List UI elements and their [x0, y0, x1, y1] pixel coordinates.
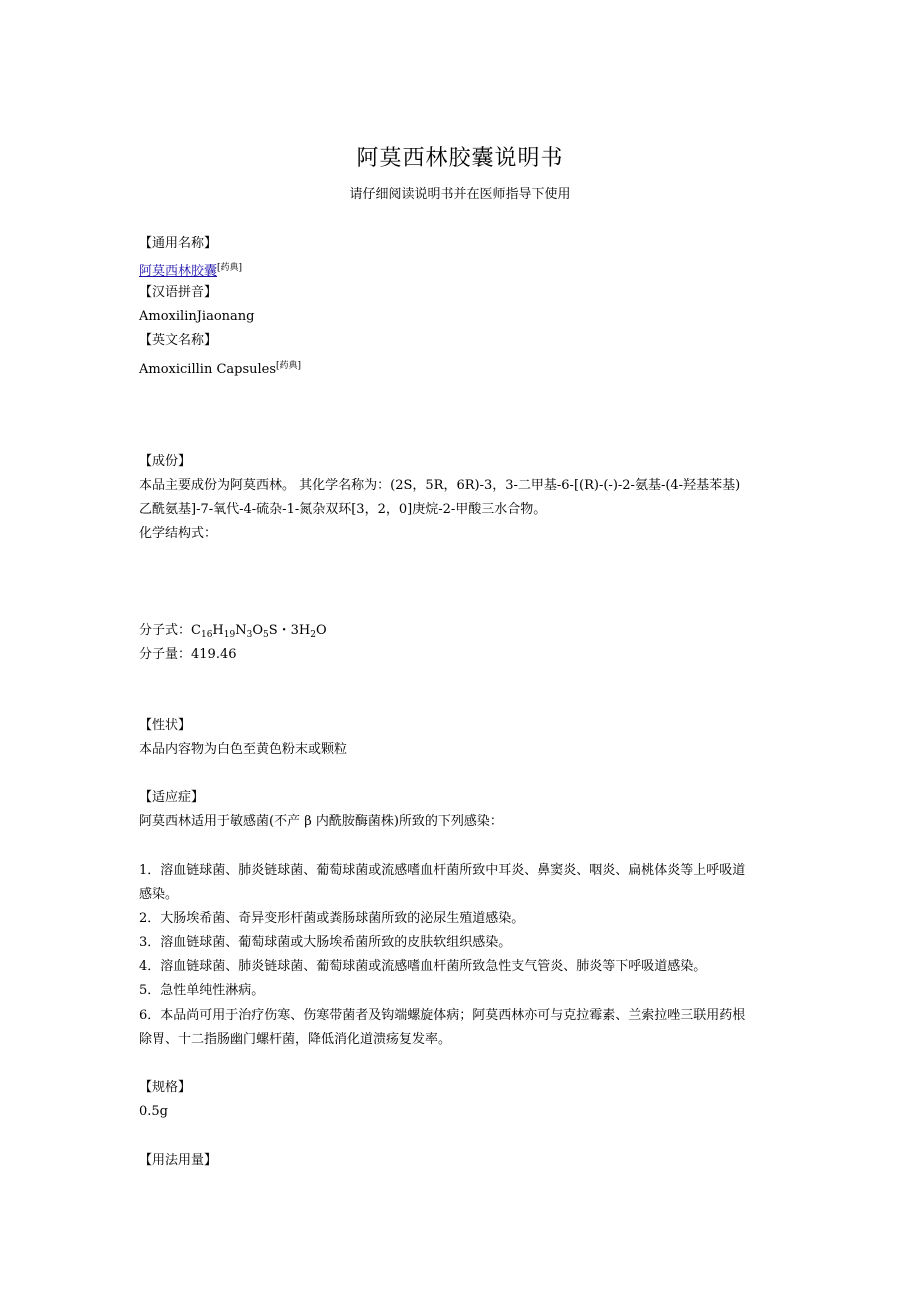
- dosage-heading: 【用法用量】: [139, 1153, 218, 1168]
- english-name-value: Amoxicillin Capsules: [139, 362, 277, 377]
- indication-item: 感染。: [139, 887, 179, 902]
- indication-item: 2．大肠埃希菌、奇异变形杆菌或粪肠球菌所致的泌尿生殖道感染。: [139, 911, 525, 926]
- english-name-heading: 【英文名称】: [139, 333, 218, 348]
- ingredients-heading: 【成份】: [139, 454, 192, 469]
- specification-heading: 【规格】: [139, 1080, 192, 1095]
- formula-h-count: 19: [223, 630, 236, 640]
- formula-s-water: S・3H: [268, 623, 311, 638]
- english-name-row: [139, 354, 789, 382]
- generic-name-heading: 【通用名称】: [139, 236, 218, 251]
- indication-item: 除胃、十二指肠幽门螺杆菌，降低消化道溃疡复发率。: [139, 1032, 452, 1047]
- pinyin-heading: 【汉语拼音】: [139, 285, 218, 300]
- description-text: 本品内容物为白色至黄色粉末或颗粒: [139, 742, 348, 757]
- indication-item: 5．急性单纯性淋病。: [139, 983, 265, 998]
- formula-h: H: [212, 623, 224, 638]
- indication-item: 3．溶血链球菌、葡萄球菌或大肠埃希菌所致的皮肤软组织感染。: [139, 935, 512, 950]
- formula-o-count: 5: [263, 630, 269, 640]
- indication-item: 1．溶血链球菌、肺炎链球菌、葡萄球菌或流感嗜血杆菌所致中耳炎、鼻窦炎、咽炎、扁桃体炎等上呼吸道: [139, 863, 746, 878]
- indication-item: 6．本品尚可用于治疗伤寒、伤寒带菌者及钩端螺旋体病；阿莫西林亦可与克拉霉素、兰索拉唑三联用药根: [139, 1008, 746, 1023]
- generic-name-tag: [药典]: [217, 263, 243, 273]
- generic-name-row: [139, 256, 789, 284]
- page-title: 阿莫西林胶囊说明书: [356, 146, 564, 171]
- weight-label: 分子量：: [139, 647, 192, 662]
- generic-name-link[interactable]: 阿莫西林胶囊: [139, 264, 218, 279]
- weight-value: 419.46: [191, 647, 237, 662]
- formula-o: O: [252, 623, 263, 638]
- formula-c: C: [191, 623, 201, 638]
- english-name-tag: [药典]: [276, 361, 302, 371]
- formula-o2: O: [315, 623, 327, 638]
- ingredients-text-line-2: 乙酰氨基]-7-氧代-4-硫杂-1-氮杂双环[3，2，0]庚烷-2-甲酸三水合物。: [139, 502, 547, 517]
- structure-label: 化学结构式：: [139, 526, 218, 541]
- indications-heading: 【适应症】: [139, 790, 205, 805]
- specification-value: 0.5g: [139, 1104, 168, 1119]
- formula-label: 分子式：: [139, 623, 192, 638]
- formula-n-count: 3: [246, 630, 253, 640]
- description-heading: 【性状】: [139, 718, 192, 733]
- ingredients-text-line-1: 本品主要成份为阿莫西林。 其化学名称为：(2S，5R，6R)-3，3-二甲基-6-[(R)-(-)-2-氨基-(4-羟基苯基): [139, 478, 741, 493]
- chemical-structure-area: [139, 548, 439, 612]
- formula-h2-count: 2: [310, 630, 316, 640]
- page-subtitle: 请仔细阅读说明书并在医师指导下使用: [349, 187, 571, 202]
- formula-c-count: 16: [200, 630, 213, 640]
- molecular-weight-row: [139, 643, 789, 667]
- indication-item: 4．溶血链球菌、肺炎链球菌、葡萄球菌或流感嗜血杆菌所致急性支气管炎、肺炎等下呼吸道感染。: [139, 959, 707, 974]
- indications-intro: 阿莫西林适用于敏感菌(不产 β 内酰胺酶菌株)所致的下列感染：: [139, 814, 503, 829]
- pinyin-value: AmoxilinJiaonang: [139, 309, 255, 324]
- formula-n: N: [235, 623, 247, 638]
